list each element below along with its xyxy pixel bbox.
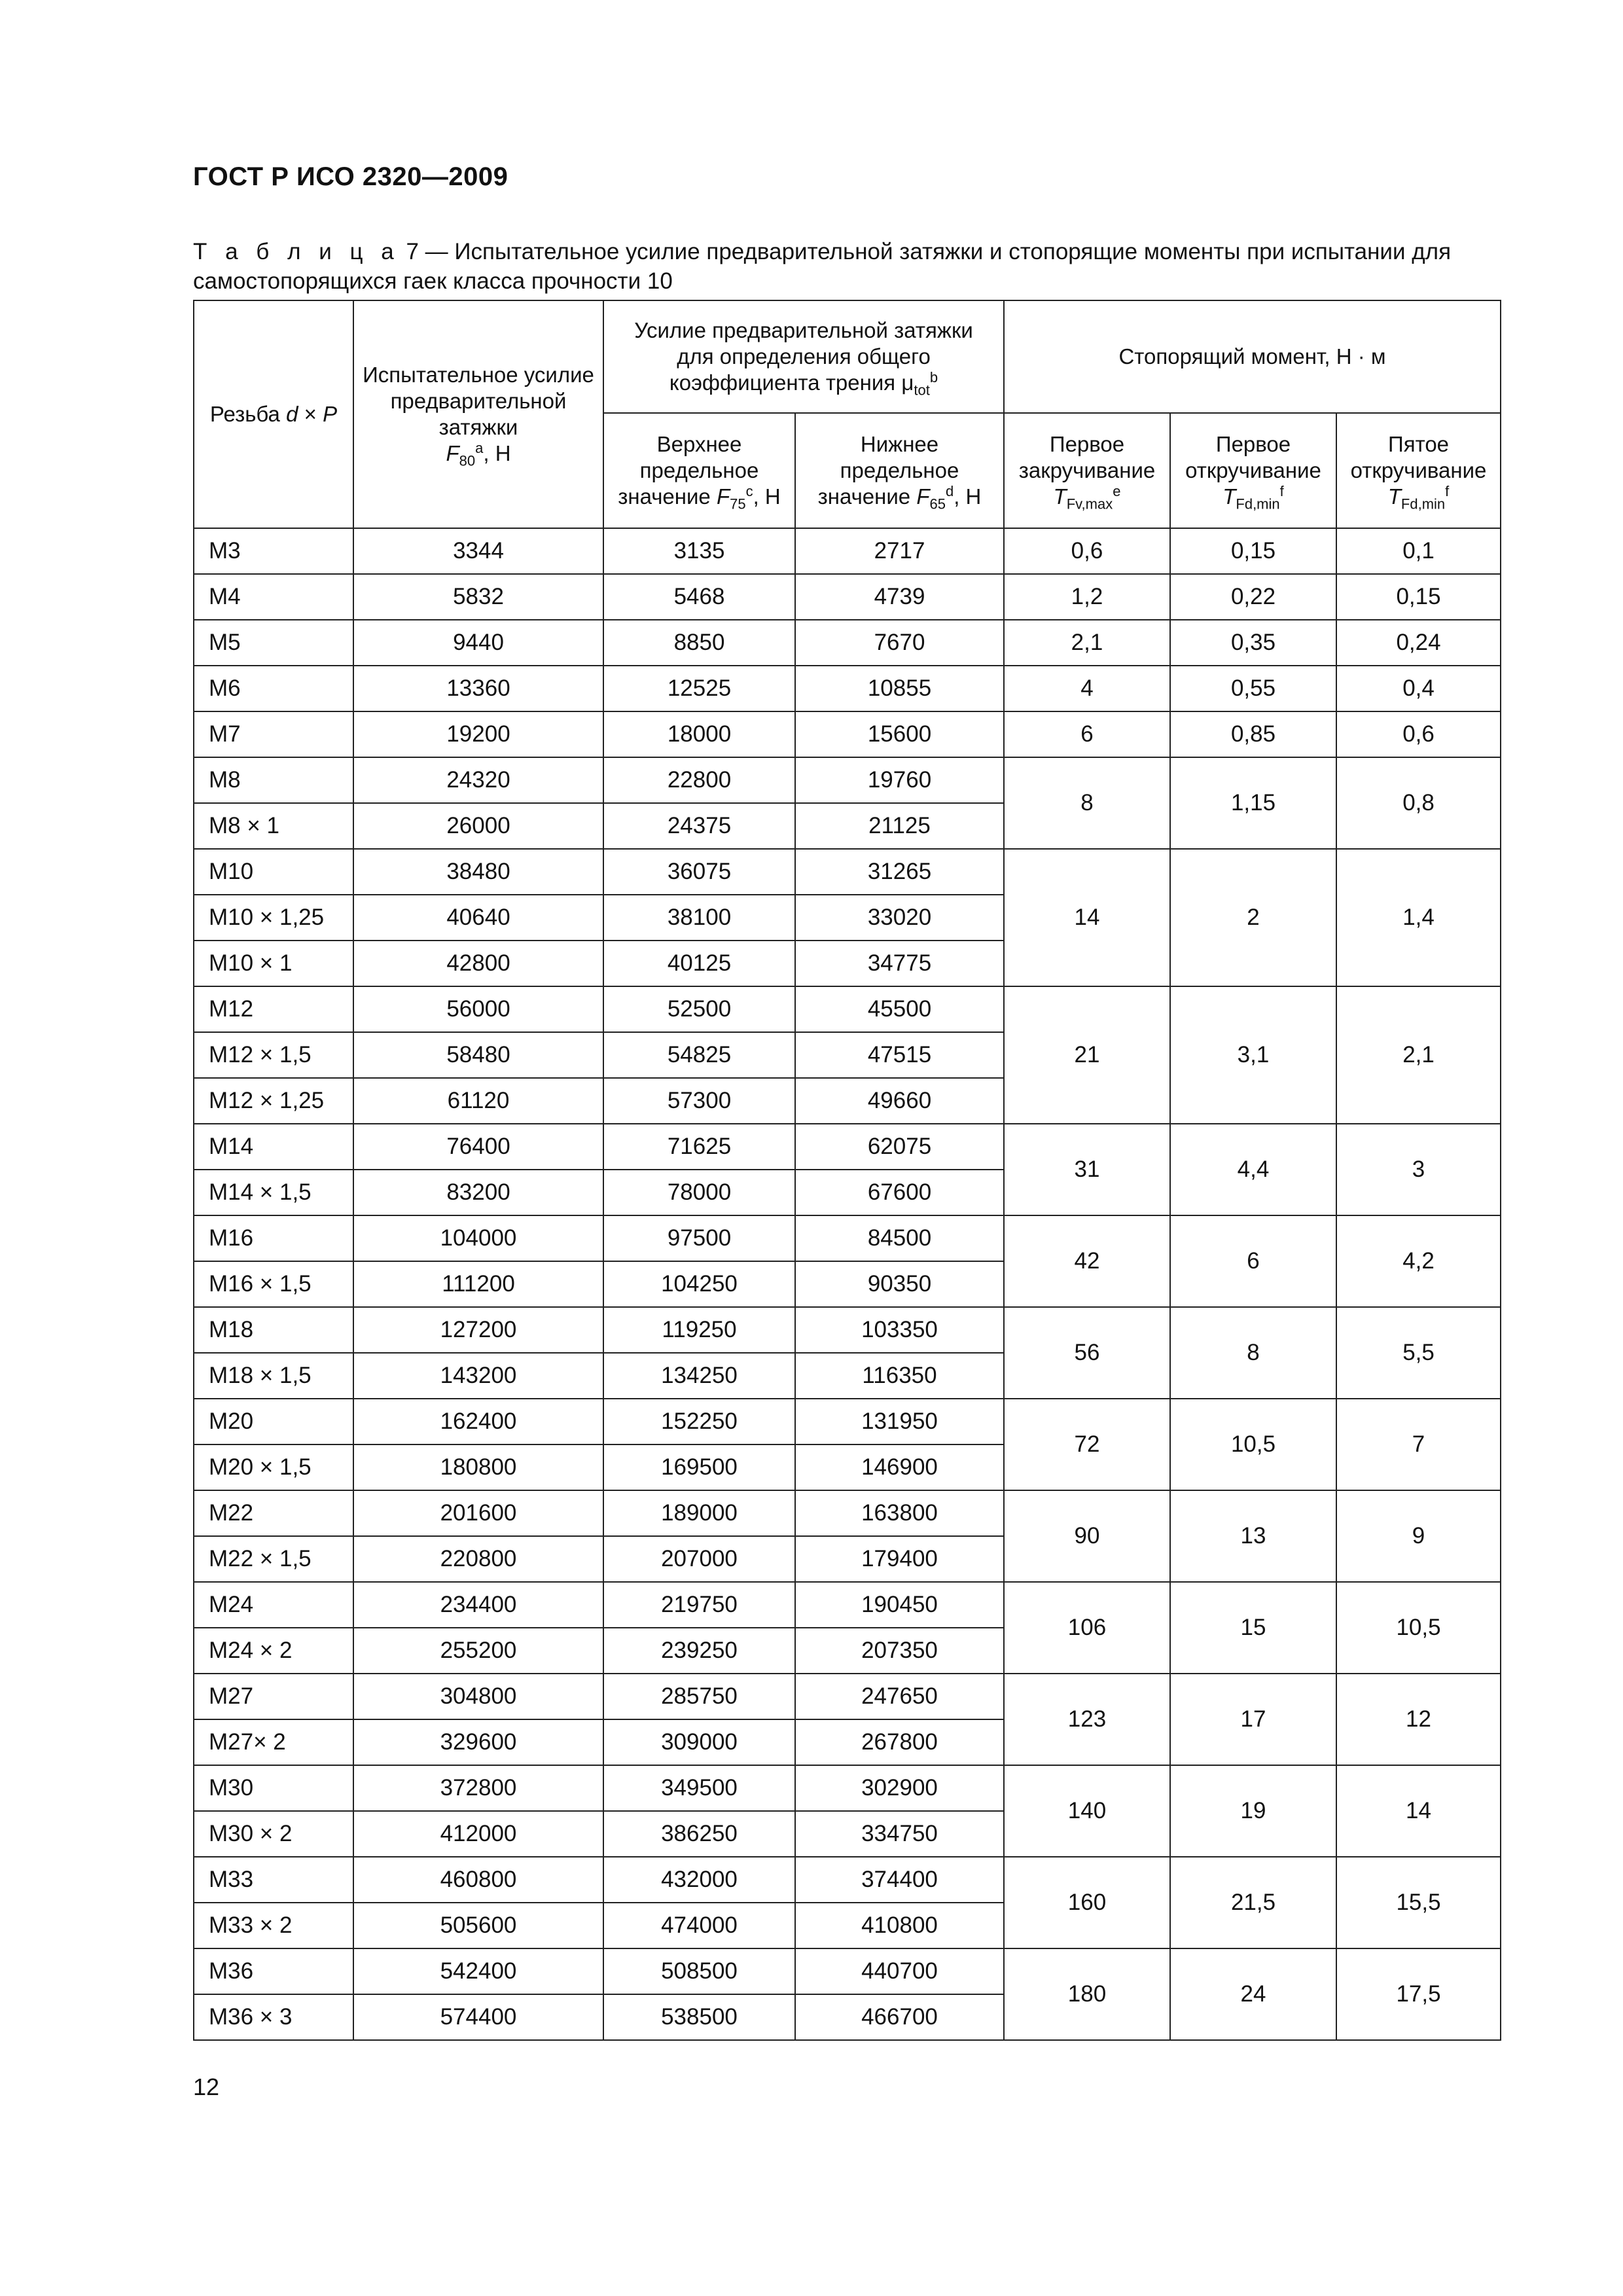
first-off-sub: Fd,min <box>1236 495 1280 512</box>
preload-sup: b <box>929 369 938 386</box>
cell-thread: M24 <box>194 1582 353 1628</box>
upper-header-line3-text: значение <box>618 484 711 509</box>
proof-sup: a <box>475 440 484 456</box>
cell-proof-load: 24320 <box>353 757 603 803</box>
preload-header-line1: Усилие предварительной затяжки <box>634 318 973 342</box>
cell-first-tightening: 1,2 <box>1004 574 1170 620</box>
cell-first-tightening: 0,6 <box>1004 528 1170 574</box>
cell-first-tightening: 160 <box>1004 1857 1170 1948</box>
cell-proof-load: 3344 <box>353 528 603 574</box>
cell-fifth-loosening: 3 <box>1336 1124 1501 1215</box>
cell-lower-limit: 207350 <box>795 1628 1004 1674</box>
cell-thread: M22 <box>194 1490 353 1536</box>
cell-proof-load: 329600 <box>353 1719 603 1765</box>
cell-proof-load: 412000 <box>353 1811 603 1857</box>
cell-upper-limit: 239250 <box>603 1628 795 1674</box>
cell-fifth-loosening: 2,1 <box>1336 986 1501 1124</box>
cell-upper-limit: 18000 <box>603 711 795 757</box>
cell-first-loosening: 0,35 <box>1170 620 1336 666</box>
first-off-sup: f <box>1279 483 1284 499</box>
cell-lower-limit: 410800 <box>795 1903 1004 1948</box>
cell-upper-limit: 8850 <box>603 620 795 666</box>
cell-lower-limit: 2717 <box>795 528 1004 574</box>
cell-thread: M12 × 1,5 <box>194 1032 353 1078</box>
proof-header-symbol <box>354 440 603 467</box>
fifth-off-line2: откручивание <box>1350 458 1487 482</box>
cell-upper-limit: 134250 <box>603 1353 795 1399</box>
thread-header-p: P <box>323 402 338 426</box>
cell-proof-load: 26000 <box>353 803 603 849</box>
cell-proof-load: 56000 <box>353 986 603 1032</box>
fifth-off-sup: f <box>1445 483 1450 499</box>
fifth-loosening-header <box>1336 413 1501 528</box>
cell-thread: M10 × 1,25 <box>194 895 353 941</box>
cell-upper-limit: 207000 <box>603 1536 795 1582</box>
thread-header-times: × <box>304 402 317 426</box>
cell-lower-limit: 190450 <box>795 1582 1004 1628</box>
cell-first-loosening: 3,1 <box>1170 986 1336 1124</box>
cell-proof-load: 143200 <box>353 1353 603 1399</box>
cell-upper-limit: 538500 <box>603 1994 795 2040</box>
cell-upper-limit: 189000 <box>603 1490 795 1536</box>
table-row <box>194 666 1501 711</box>
cell-thread: M8 <box>194 757 353 803</box>
lower-header-line2: предельное <box>840 458 959 482</box>
cell-thread: M6 <box>194 666 353 711</box>
cell-lower-limit: 67600 <box>795 1170 1004 1215</box>
cell-first-tightening: 31 <box>1004 1124 1170 1215</box>
cell-lower-limit: 7670 <box>795 620 1004 666</box>
cell-lower-limit: 146900 <box>795 1444 1004 1490</box>
preload-header-line3 <box>604 369 1003 399</box>
cell-first-tightening: 56 <box>1004 1307 1170 1399</box>
cell-thread: M27 <box>194 1674 353 1719</box>
cell-upper-limit: 5468 <box>603 574 795 620</box>
cell-thread: M14 <box>194 1124 353 1170</box>
cell-upper-limit: 432000 <box>603 1857 795 1903</box>
upper-header-line3 <box>604 484 794 510</box>
table-row <box>194 528 1501 574</box>
cell-proof-load: 234400 <box>353 1582 603 1628</box>
table-row <box>194 849 1501 895</box>
cell-fifth-loosening: 5,5 <box>1336 1307 1501 1399</box>
table-row <box>194 1124 1501 1170</box>
cell-upper-limit: 285750 <box>603 1674 795 1719</box>
cell-thread: M18 × 1,5 <box>194 1353 353 1399</box>
lower-symbol: F <box>916 484 930 509</box>
first-off-line1: Первое <box>1215 432 1291 456</box>
cell-proof-load: 220800 <box>353 1536 603 1582</box>
first-on-symbol: T <box>1053 484 1067 509</box>
cell-thread: M36 × 3 <box>194 1994 353 2040</box>
cell-lower-limit: 15600 <box>795 711 1004 757</box>
data-table <box>193 300 1501 2041</box>
cell-first-loosening: 21,5 <box>1170 1857 1336 1948</box>
first-on-symbol-line <box>1005 484 1169 510</box>
proof-header-line3: затяжки <box>438 415 518 439</box>
lower-header-line3 <box>796 484 1003 510</box>
first-off-symbol: T <box>1222 484 1236 509</box>
cell-fifth-loosening: 10,5 <box>1336 1582 1501 1674</box>
cell-proof-load: 505600 <box>353 1903 603 1948</box>
upper-sub: 75 <box>730 495 746 512</box>
cell-proof-load: 9440 <box>353 620 603 666</box>
proof-load-header <box>353 300 603 528</box>
thread-header <box>194 300 353 528</box>
cell-lower-limit: 34775 <box>795 941 1004 986</box>
cell-proof-load: 574400 <box>353 1994 603 2040</box>
upper-header-line1: Верхнее <box>656 432 742 456</box>
cell-thread: M36 <box>194 1948 353 1994</box>
cell-upper-limit: 219750 <box>603 1582 795 1628</box>
cell-lower-limit: 116350 <box>795 1353 1004 1399</box>
first-on-line2: закручивание <box>1018 458 1156 482</box>
cell-fifth-loosening: 0,4 <box>1336 666 1501 711</box>
cell-lower-limit: 31265 <box>795 849 1004 895</box>
first-on-sub: Fv,max <box>1066 495 1113 512</box>
table-row <box>194 620 1501 666</box>
upper-symbol: F <box>716 484 730 509</box>
cell-proof-load: 304800 <box>353 1674 603 1719</box>
cell-first-loosening: 2 <box>1170 849 1336 986</box>
cell-thread: M18 <box>194 1307 353 1353</box>
cell-upper-limit: 57300 <box>603 1078 795 1124</box>
proof-header-line2: предварительной <box>390 389 567 413</box>
table-row <box>194 1307 1501 1353</box>
cell-proof-load: 61120 <box>353 1078 603 1124</box>
cell-thread: M20 <box>194 1399 353 1444</box>
cell-first-loosening: 15 <box>1170 1582 1336 1674</box>
cell-upper-limit: 22800 <box>603 757 795 803</box>
cell-first-loosening: 17 <box>1170 1674 1336 1765</box>
cell-upper-limit: 12525 <box>603 666 795 711</box>
upper-unit: , Н <box>753 484 781 509</box>
cell-upper-limit: 474000 <box>603 1903 795 1948</box>
first-loosening-header <box>1170 413 1336 528</box>
cell-proof-load: 255200 <box>353 1628 603 1674</box>
cell-thread: M5 <box>194 620 353 666</box>
cell-thread: M33 <box>194 1857 353 1903</box>
cell-first-tightening: 4 <box>1004 666 1170 711</box>
cell-thread: M8 × 1 <box>194 803 353 849</box>
cell-proof-load: 104000 <box>353 1215 603 1261</box>
fifth-off-line1: Пятое <box>1387 432 1450 456</box>
cell-lower-limit: 179400 <box>795 1536 1004 1582</box>
cell-lower-limit: 466700 <box>795 1994 1004 2040</box>
cell-thread: M33 × 2 <box>194 1903 353 1948</box>
first-tightening-header <box>1004 413 1170 528</box>
cell-proof-load: 58480 <box>353 1032 603 1078</box>
cell-upper-limit: 349500 <box>603 1765 795 1811</box>
cell-first-tightening: 21 <box>1004 986 1170 1124</box>
cell-first-loosening: 0,22 <box>1170 574 1336 620</box>
fifth-off-symbol-line <box>1337 484 1500 510</box>
cell-proof-load: 19200 <box>353 711 603 757</box>
table-row <box>194 574 1501 620</box>
cell-lower-limit: 131950 <box>795 1399 1004 1444</box>
table-row <box>194 1765 1501 1811</box>
table-row <box>194 1857 1501 1903</box>
cell-first-loosening: 6 <box>1170 1215 1336 1307</box>
table-row <box>194 1215 1501 1261</box>
lower-sup: d <box>945 483 954 499</box>
cell-thread: M10 <box>194 849 353 895</box>
cell-upper-limit: 36075 <box>603 849 795 895</box>
lower-limit-header <box>795 413 1004 528</box>
proof-unit: , Н <box>483 441 511 465</box>
cell-lower-limit: 90350 <box>795 1261 1004 1307</box>
cell-fifth-loosening: 1,4 <box>1336 849 1501 986</box>
cell-lower-limit: 47515 <box>795 1032 1004 1078</box>
cell-fifth-loosening: 0,6 <box>1336 711 1501 757</box>
cell-fifth-loosening: 17,5 <box>1336 1948 1501 2040</box>
cell-thread: M4 <box>194 574 353 620</box>
cell-upper-limit: 119250 <box>603 1307 795 1353</box>
cell-proof-load: 542400 <box>353 1948 603 1994</box>
cell-first-loosening: 0,55 <box>1170 666 1336 711</box>
cell-proof-load: 180800 <box>353 1444 603 1490</box>
cell-upper-limit: 38100 <box>603 895 795 941</box>
cell-lower-limit: 374400 <box>795 1857 1004 1903</box>
cell-first-tightening: 14 <box>1004 849 1170 986</box>
preload-group-header <box>603 300 1004 413</box>
cell-upper-limit: 386250 <box>603 1811 795 1857</box>
table-row <box>194 1674 1501 1719</box>
cell-fifth-loosening: 4,2 <box>1336 1215 1501 1307</box>
torque-group-header: Стопорящий момент, Н · м <box>1004 300 1501 413</box>
lower-unit: , Н <box>954 484 982 509</box>
cell-first-loosening: 13 <box>1170 1490 1336 1582</box>
cell-proof-load: 162400 <box>353 1399 603 1444</box>
document-title: ГОСТ Р ИСО 2320—2009 <box>193 162 508 191</box>
cell-lower-limit: 10855 <box>795 666 1004 711</box>
first-off-line2: откручивание <box>1185 458 1321 482</box>
cell-lower-limit: 163800 <box>795 1490 1004 1536</box>
cell-fifth-loosening: 15,5 <box>1336 1857 1501 1948</box>
cell-lower-limit: 267800 <box>795 1719 1004 1765</box>
table-row <box>194 1490 1501 1536</box>
first-off-symbol-line <box>1171 484 1336 510</box>
cell-lower-limit: 49660 <box>795 1078 1004 1124</box>
cell-proof-load: 42800 <box>353 941 603 986</box>
table-row <box>194 757 1501 803</box>
lower-header-line1: Нижнее <box>860 432 939 456</box>
preload-header-line2: для определения общего <box>677 344 931 368</box>
page-number: 12 <box>193 2073 220 2100</box>
cell-first-tightening: 6 <box>1004 711 1170 757</box>
cell-fifth-loosening: 0,1 <box>1336 528 1501 574</box>
cell-upper-limit: 40125 <box>603 941 795 986</box>
upper-header-line2: предельное <box>639 458 759 482</box>
cell-first-tightening: 2,1 <box>1004 620 1170 666</box>
cell-proof-load: 40640 <box>353 895 603 941</box>
cell-proof-load: 127200 <box>353 1307 603 1353</box>
table-row <box>194 1582 1501 1628</box>
cell-fifth-loosening: 12 <box>1336 1674 1501 1765</box>
cell-first-tightening: 72 <box>1004 1399 1170 1490</box>
cell-thread: M30 × 2 <box>194 1811 353 1857</box>
cell-thread: M16 × 1,5 <box>194 1261 353 1307</box>
table-row <box>194 1948 1501 1994</box>
cell-proof-load: 201600 <box>353 1490 603 1536</box>
cell-lower-limit: 84500 <box>795 1215 1004 1261</box>
lower-header-line3-text: значение <box>817 484 911 509</box>
cell-fifth-loosening: 0,15 <box>1336 574 1501 620</box>
cell-upper-limit: 71625 <box>603 1124 795 1170</box>
cell-upper-limit: 3135 <box>603 528 795 574</box>
cell-lower-limit: 62075 <box>795 1124 1004 1170</box>
cell-proof-load: 83200 <box>353 1170 603 1215</box>
cell-upper-limit: 78000 <box>603 1170 795 1215</box>
first-on-sup: e <box>1113 483 1121 499</box>
cell-lower-limit: 33020 <box>795 895 1004 941</box>
fifth-off-symbol: T <box>1387 484 1401 509</box>
cell-proof-load: 372800 <box>353 1765 603 1811</box>
preload-header-line3-text: коэффициента трения <box>669 370 896 395</box>
cell-upper-limit: 169500 <box>603 1444 795 1490</box>
cell-first-loosening: 1,15 <box>1170 757 1336 849</box>
cell-proof-load: 111200 <box>353 1261 603 1307</box>
cell-thread: M27× 2 <box>194 1719 353 1765</box>
cell-first-loosening: 10,5 <box>1170 1399 1336 1490</box>
cell-first-loosening: 4,4 <box>1170 1124 1336 1215</box>
cell-lower-limit: 302900 <box>795 1765 1004 1811</box>
cell-first-tightening: 140 <box>1004 1765 1170 1857</box>
cell-first-tightening: 106 <box>1004 1582 1170 1674</box>
cell-lower-limit: 103350 <box>795 1307 1004 1353</box>
cell-lower-limit: 4739 <box>795 574 1004 620</box>
cell-lower-limit: 19760 <box>795 757 1004 803</box>
cell-upper-limit: 24375 <box>603 803 795 849</box>
cell-first-loosening: 8 <box>1170 1307 1336 1399</box>
cell-first-loosening: 24 <box>1170 1948 1336 2040</box>
first-on-line1: Первое <box>1049 432 1125 456</box>
cell-lower-limit: 247650 <box>795 1674 1004 1719</box>
fifth-off-sub: Fd,min <box>1400 495 1446 512</box>
cell-proof-load: 5832 <box>353 574 603 620</box>
cell-lower-limit: 21125 <box>795 803 1004 849</box>
proof-header-line1: Испытательное усилие <box>363 363 594 387</box>
cell-proof-load: 76400 <box>353 1124 603 1170</box>
cell-proof-load: 13360 <box>353 666 603 711</box>
cell-proof-load: 38480 <box>353 849 603 895</box>
cell-upper-limit: 508500 <box>603 1948 795 1994</box>
table-caption <box>193 237 1489 296</box>
cell-first-tightening: 180 <box>1004 1948 1170 2040</box>
cell-thread: M14 × 1,5 <box>194 1170 353 1215</box>
cell-upper-limit: 104250 <box>603 1261 795 1307</box>
table-row <box>194 986 1501 1032</box>
cell-thread: M3 <box>194 528 353 574</box>
cell-fifth-loosening: 0,8 <box>1336 757 1501 849</box>
thread-header-label: Резьба <box>209 402 280 426</box>
cell-proof-load: 460800 <box>353 1857 603 1903</box>
cell-thread: M16 <box>194 1215 353 1261</box>
cell-first-loosening: 19 <box>1170 1765 1336 1857</box>
cell-first-loosening: 0,85 <box>1170 711 1336 757</box>
cell-thread: M7 <box>194 711 353 757</box>
cell-lower-limit: 334750 <box>795 1811 1004 1857</box>
cell-fifth-loosening: 7 <box>1336 1399 1501 1490</box>
cell-upper-limit: 52500 <box>603 986 795 1032</box>
cell-first-tightening: 123 <box>1004 1674 1170 1765</box>
cell-fifth-loosening: 0,24 <box>1336 620 1501 666</box>
cell-lower-limit: 45500 <box>795 986 1004 1032</box>
cell-thread: M30 <box>194 1765 353 1811</box>
proof-sub: 80 <box>459 452 476 469</box>
cell-thread: M10 × 1 <box>194 941 353 986</box>
cell-upper-limit: 152250 <box>603 1399 795 1444</box>
table-row <box>194 711 1501 757</box>
cell-thread: M12 × 1,25 <box>194 1078 353 1124</box>
lower-sub: 65 <box>929 495 946 512</box>
cell-first-loosening: 0,15 <box>1170 528 1336 574</box>
cell-upper-limit: 97500 <box>603 1215 795 1261</box>
table-body <box>194 528 1501 2040</box>
proof-symbol: F <box>446 441 459 465</box>
cell-thread: M24 × 2 <box>194 1628 353 1674</box>
cell-thread: M20 × 1,5 <box>194 1444 353 1490</box>
preload-symbol: μ <box>901 370 914 395</box>
upper-limit-header <box>603 413 795 528</box>
cell-thread: M22 × 1,5 <box>194 1536 353 1582</box>
cell-lower-limit: 440700 <box>795 1948 1004 1994</box>
caption-prefix: Т а б л и ц а <box>193 239 400 264</box>
upper-sup: c <box>745 483 753 499</box>
cell-fifth-loosening: 9 <box>1336 1490 1501 1582</box>
thread-header-d: d <box>286 402 298 426</box>
table-row <box>194 1399 1501 1444</box>
cell-upper-limit: 309000 <box>603 1719 795 1765</box>
cell-first-tightening: 42 <box>1004 1215 1170 1307</box>
cell-upper-limit: 54825 <box>603 1032 795 1078</box>
cell-thread: M12 <box>194 986 353 1032</box>
cell-first-tightening: 8 <box>1004 757 1170 849</box>
cell-first-tightening: 90 <box>1004 1490 1170 1582</box>
caption-text: 7 — Испытательное усилие предварительной затяжки и стопорящие моменты при испытании для самостопорящихся гаек класса прочности 10 <box>193 239 1452 294</box>
preload-sub: tot <box>914 382 930 399</box>
cell-fifth-loosening: 14 <box>1336 1765 1501 1857</box>
